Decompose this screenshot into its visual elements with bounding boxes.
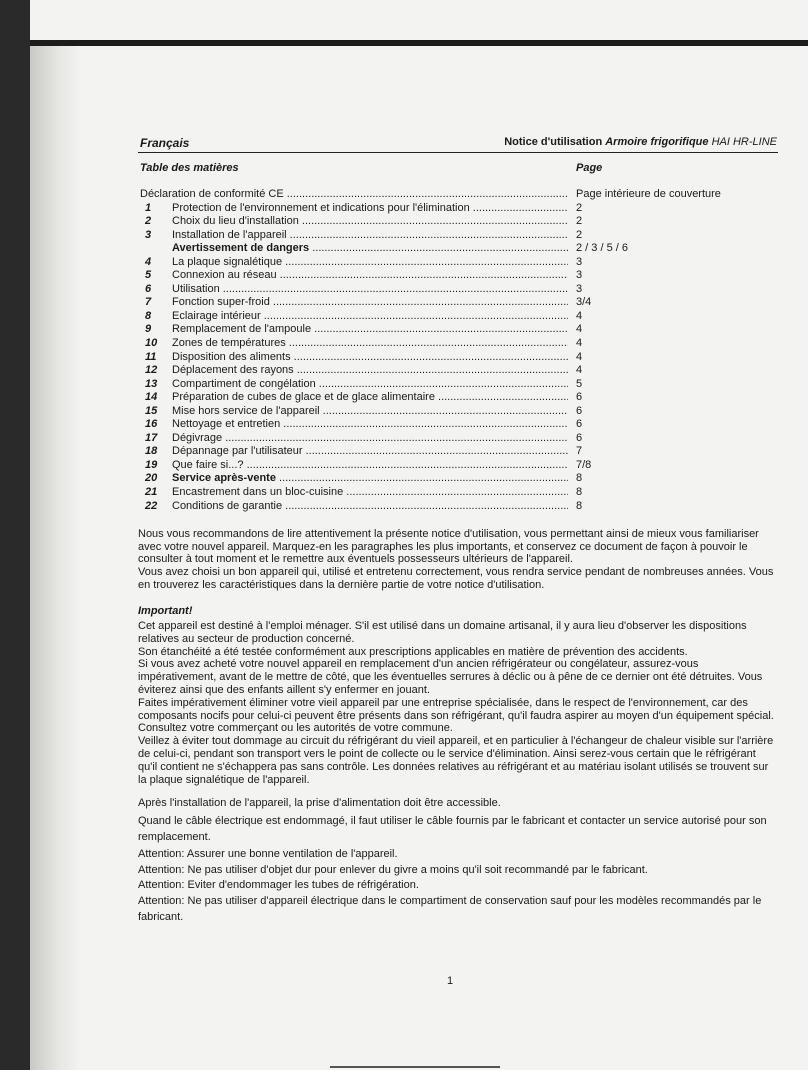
toc-page: 4 [576, 323, 583, 336]
toc-entry: Avertissement de dangers ..... [172, 242, 568, 255]
toc-row [138, 256, 778, 270]
document-page [138, 130, 778, 925]
toc-number: 17 [145, 431, 158, 444]
safety-note-4: Attention: Ne pas utiliser d'objet dur pour enlever du givre a moins qu'il soit recommandé par le fabricant. [138, 863, 648, 876]
toc-row [138, 364, 778, 378]
toc-entry: Encastrement dans un bloc-cuisine ..... [172, 486, 568, 499]
toc-entry: Préparation de cubes de glace et de glace alimentaire ..... [172, 391, 568, 404]
toc-page: 7 [576, 445, 583, 458]
toc-page: 2 / 3 / 5 / 6 [576, 242, 628, 255]
toc-number: 5 [145, 269, 152, 282]
important-section [138, 620, 778, 786]
toc-entry: Déclaration de conformité CE ..... [140, 188, 568, 201]
toc-row [138, 215, 778, 229]
safety-note-6: Attention: Ne pas utiliser d'appareil électrique dans le compartiment de conservation sauf pour les modèles recommandés par le fabricant. [138, 895, 762, 923]
toc-number: 9 [145, 323, 152, 336]
intro-paragraph-2: Vous avez choisi un bon appareil qui, utilisé et entretenu correctement, vous rendra service pendant de nombreuses années. Vous en trouverez les caractéristiques dans la dernière partie de votre notice d'utilisation. [138, 565, 774, 591]
safety-note-2: Quand le câble électrique est endommagé, il faut utiliser le câble fournis par le fabricant et contacter un service autorisé pour son remplacement. [138, 815, 767, 843]
toc-page: 4 [576, 309, 583, 322]
safety-notes [138, 796, 778, 925]
header-language: Français [140, 136, 190, 150]
toc-entry: Installation de l'appareil ..... [172, 229, 568, 242]
toc-row [138, 296, 778, 310]
toc-number: 18 [145, 445, 158, 458]
toc-entry: Nettoyage et entretien ..... [172, 418, 568, 431]
header-model: HAI HR-LINE [711, 136, 777, 148]
toc-number: 22 [145, 499, 158, 512]
toc-page: 8 [576, 499, 583, 512]
toc-row [138, 500, 778, 514]
toc-entry: Dégivrage ..... [172, 432, 568, 445]
toc-entry: Compartiment de congélation ..... [172, 378, 568, 391]
toc-entry: Déplacement des rayons ..... [172, 364, 568, 377]
toc-number: 15 [145, 404, 158, 417]
toc-page: 3 [576, 255, 583, 268]
scan-border-left [0, 0, 30, 1070]
toc-number: 14 [145, 391, 158, 404]
important-paragraph-2: Son étanchéité a été testée conformément aux prescriptions applicables en matière de prévention des accidents. [138, 645, 688, 658]
toc-number: 6 [145, 282, 152, 295]
toc-row [138, 269, 778, 283]
header-title-italic: Armoire frigorifique [605, 136, 709, 148]
toc-entry: Dépannage par l'utilisateur ..... [172, 445, 568, 458]
toc-page: 2 [576, 228, 583, 241]
toc-row [138, 242, 778, 256]
toc-entry: La plaque signalétique ..... [172, 256, 568, 269]
toc-entry: Fonction super-froid ..... [172, 296, 568, 309]
toc-page: 7/8 [576, 458, 592, 471]
toc-entry: Utilisation ..... [172, 283, 568, 296]
important-title: Important! [138, 605, 193, 618]
toc-number: 13 [145, 377, 158, 390]
toc-entry: Conditions de garantie ..... [172, 500, 568, 513]
toc-page: 6 [576, 404, 583, 417]
table-of-contents [138, 188, 778, 513]
toc-row [138, 432, 778, 446]
toc-number: 21 [145, 486, 158, 499]
toc-row [138, 486, 778, 500]
toc-number: 20 [145, 472, 158, 485]
toc-row [138, 459, 778, 473]
toc-entry: Que faire si...? ..... [172, 459, 568, 472]
scan-border-top [30, 40, 808, 46]
toc-page: 6 [576, 431, 583, 444]
safety-note-5: Attention: Eviter d'endommager les tubes de réfrigération. [138, 879, 419, 892]
toc-number: 11 [145, 350, 157, 363]
header-title-prefix: Notice d'utilisation [504, 136, 603, 148]
intro-section [138, 528, 778, 591]
toc-page: 4 [576, 364, 583, 377]
toc-page: 3/4 [576, 296, 592, 309]
toc-number: 19 [145, 458, 158, 471]
toc-row [138, 323, 778, 337]
toc-row [138, 229, 778, 243]
important-paragraph-5: Veillez à éviter tout dommage au circuit du réfrigérant du vieil appareil, et en particulier à l'échangeur de chaleur visible sur l'arrière de celui-ci, pendant son transport vers le point de collecte ou le service d'élimination. Ainsi serez-vous certain que le réfrigérant qu'il contient ne s'échappera pas sans contrôle. Les données relatives au réfrigérant et au matériau isolant utilisés se trouvent sur la plaque signalétique de l'appareil. [138, 735, 774, 786]
toc-number: 12 [145, 364, 158, 377]
toc-entry: Disposition des aliments ..... [172, 351, 568, 364]
toc-number: 4 [145, 255, 152, 268]
toc-page: 2 [576, 201, 583, 214]
toc-entry: Eclairage intérieur ..... [172, 310, 568, 323]
toc-row [138, 283, 778, 297]
toc-row [138, 472, 778, 486]
toc-entry: Service après-vente ..... [172, 472, 568, 485]
toc-heading: Table des matières [140, 162, 239, 174]
toc-entry: Remplacement de l'ampoule ..... [172, 323, 568, 336]
safety-note-1: Après l'installation de l'appareil, la prise d'alimentation doit être accessible. [138, 797, 501, 810]
toc-number: 2 [145, 215, 152, 228]
book-spine-shadow [30, 46, 78, 1070]
toc-page: 5 [576, 377, 583, 390]
page-number: 1 [447, 975, 454, 987]
toc-page: 2 [576, 215, 583, 228]
important-paragraph-3: Si vous avez acheté votre nouvel appareil en remplacement d'un ancien réfrigérateur ou congélateur, assurez-vous impérativement, avant de le mettre de côté, que les éventuelles serrures à déclic ou à pêne de ce dernier ont été détruites. Vous éviterez ainsi que des enfants aillent s'y enfermer en jouant. [138, 658, 763, 697]
toc-row [138, 445, 778, 459]
page-header [138, 130, 778, 153]
toc-page: 6 [576, 418, 583, 431]
important-paragraph-1: Cet appareil est destiné à l'emploi ménager. S'il est utilisé dans un domaine artisanal, il y aura lieu d'observer les dispositions relatives au secteur de production concerné. [138, 620, 747, 645]
toc-page-heading: Page [576, 162, 603, 174]
toc-row [138, 378, 778, 392]
toc-row [138, 337, 778, 351]
toc-row [138, 188, 778, 202]
toc-entry: Connexion au réseau ..... [172, 269, 568, 282]
toc-number: 16 [145, 418, 158, 431]
toc-page: 8 [576, 472, 583, 485]
important-paragraph-4: Faites impérativement éliminer votre vieil appareil par une entreprise spécialisée, dans le respect de l'environnement, car des composants nocifs pour celui-ci peuvent être présents dans son réfrigérant, qu'il faudra aspirer au moyen d'un équipement spécial. Consultez votre commerçant ou les autorités de votre commune. [138, 696, 774, 735]
toc-entry: Zones de températures ..... [172, 337, 568, 350]
intro-paragraph-1: Nous vous recommandons de lire attentivement la présente notice d'utilisation, vous permettant ainsi de mieux vous familiariser avec votre nouvel appareil. Marquez-en les paragraphes les plus importants, et conservez ce document de façon à pouvoir le consulter à tout moment et le remettre aux éventuels possesseurs ultérieurs de l'appareil. [138, 528, 759, 566]
toc-row [138, 202, 778, 216]
toc-row [138, 418, 778, 432]
toc-row [138, 391, 778, 405]
toc-row [138, 405, 778, 419]
toc-heading-row [138, 162, 778, 178]
toc-page: 4 [576, 337, 583, 350]
toc-entry: Choix du lieu d'installation ..... [172, 215, 568, 228]
toc-page: 8 [576, 486, 583, 499]
toc-page: Page intérieure de couverture [576, 188, 721, 200]
toc-page: 4 [576, 350, 583, 363]
toc-number: 3 [145, 228, 152, 241]
toc-page: 3 [576, 282, 583, 295]
toc-entry: Mise hors service de l'appareil ..... [172, 405, 568, 418]
toc-number: 8 [145, 309, 152, 322]
toc-number: 1 [145, 201, 152, 214]
toc-row [138, 351, 778, 365]
toc-number: 7 [145, 296, 152, 309]
toc-page: 3 [576, 269, 583, 282]
safety-note-3: Attention: Assurer une bonne ventilation de l'appareil. [138, 848, 398, 861]
bottom-scan-mark [330, 1066, 500, 1068]
toc-row [138, 310, 778, 324]
header-title [504, 136, 777, 148]
toc-page: 6 [576, 391, 583, 404]
toc-number: 10 [145, 337, 158, 350]
toc-entry: Protection de l'environnement et indications pour l'élimination ..... [172, 202, 568, 215]
